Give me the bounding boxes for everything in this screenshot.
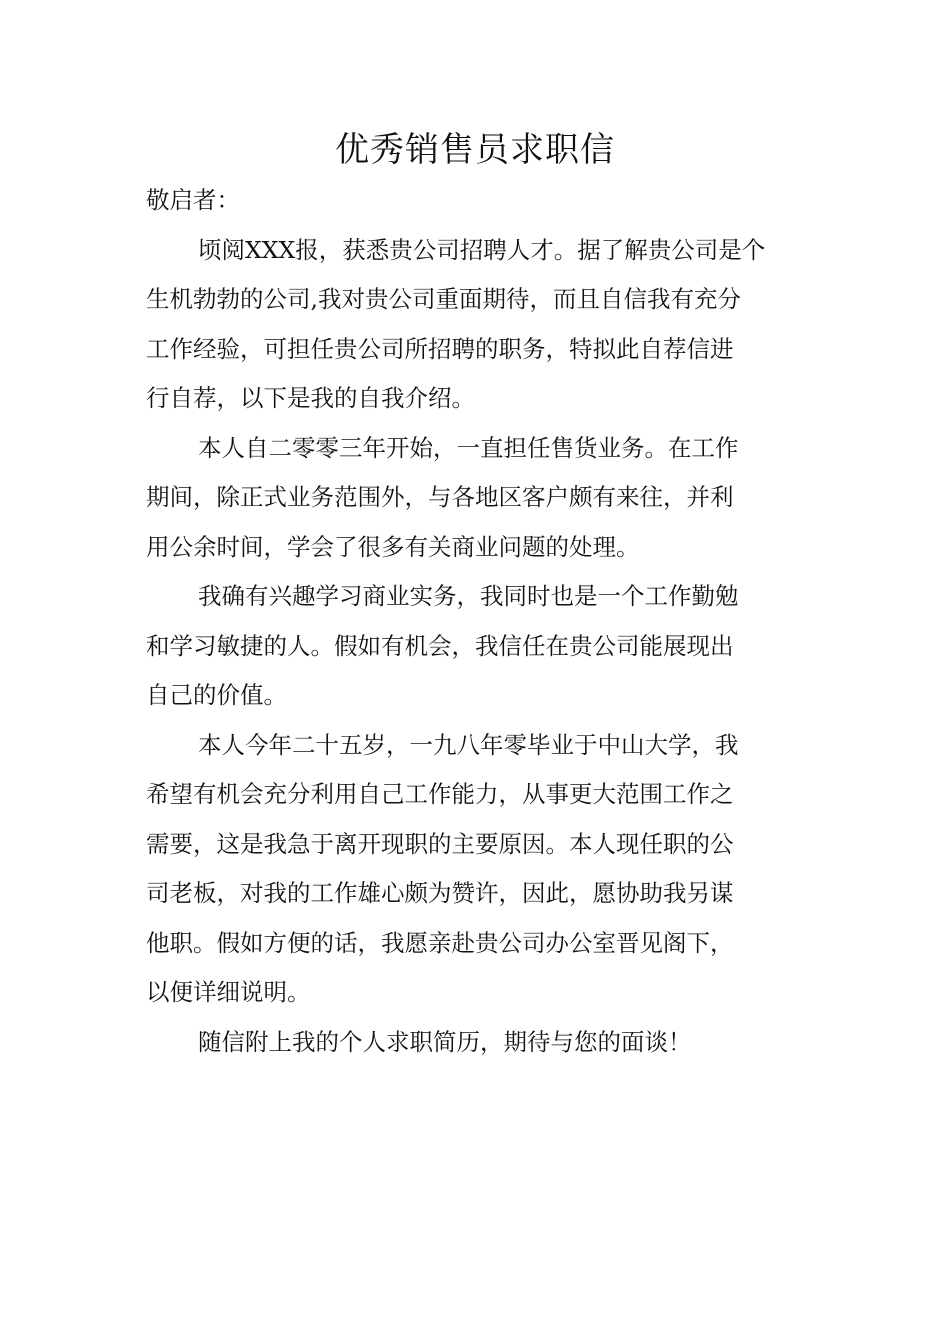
paragraph-line: 我确有兴趣学习商业实务，我同时也是一个工作勤勉: [198, 582, 739, 610]
paragraph-3: [146, 572, 806, 721]
paragraph-5: [146, 1018, 806, 1068]
paragraph-line: 希望有机会充分利用自己工作能力，从事更大范围工作之: [146, 780, 734, 808]
paragraph-line: 自己的价值。: [146, 681, 287, 709]
paragraph-line: 司老板，对我的工作雄心颇为赞许，因此，愿协助我另谋: [146, 879, 734, 907]
paragraph-2: [146, 424, 806, 573]
paragraph-line: 和学习敏捷的人。假如有机会，我信任在贵公司能展现出: [146, 631, 734, 660]
letter-body: [146, 176, 806, 1067]
paragraph-line: 用公余时间，学会了很多有关商业问题的处理。: [146, 532, 640, 561]
paragraph-line: 期间，除正式业务范围外，与各地区客户颇有来往，并利: [146, 483, 734, 511]
paragraph-line: 他职。假如方便的话，我愿亲赴贵公司办公室晋见阁下，: [146, 928, 734, 957]
paragraph-4: [146, 721, 806, 1018]
paragraph-line: 生机勃勃的公司,我对贵公司重面期待，而且自信我有充分: [146, 285, 741, 313]
paragraph-line: 本人自二零零三年开始，一直担任售货业务。在工作: [198, 433, 739, 462]
paragraph-line: 需要，这是我急于离开现职的主要原因。本人现任职的公: [146, 829, 734, 858]
page-title: 优秀销售员求职信: [335, 130, 615, 170]
paragraph-line: 随信附上我的个人求职简历，期待与您的面谈！: [198, 1027, 692, 1056]
paragraph-line: 本人今年二十五岁，一九八年零毕业于中山大学，我: [198, 730, 739, 759]
paragraph-1: [146, 226, 806, 424]
salutation: 敬启者：: [146, 186, 240, 214]
paragraph-line: 行自荐，以下是我的自我介绍。: [146, 384, 475, 412]
paragraph-line: 工作经验，可担任贵公司所招聘的职务，特拟此自荐信进: [146, 334, 734, 363]
paragraph-line: 以便详细说明。: [146, 978, 311, 1006]
paragraph-line: 顷阅XXX报，获悉贵公司招聘人才。据了解贵公司是个: [198, 235, 766, 264]
